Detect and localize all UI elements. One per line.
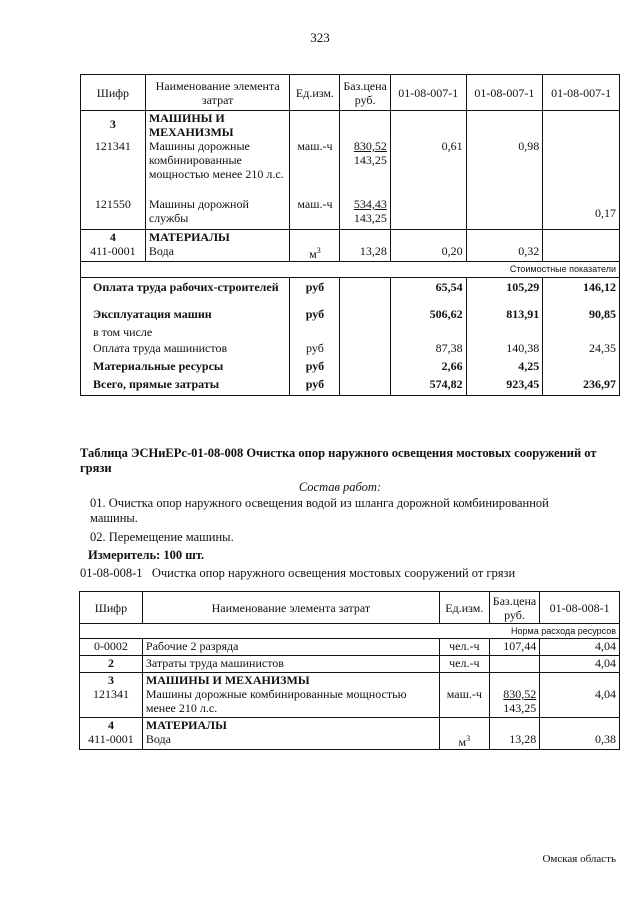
resource-table-2	[79, 591, 620, 750]
table-row: 3 МАШИНЫ И МЕХАНИЗМЫ	[81, 111, 620, 140]
col-header-code: Шифр	[80, 592, 143, 624]
table-row: 121550 Машины дорожной службы маш.-ч 534,43 143,25 0,17	[81, 197, 620, 229]
col-header-name: Наименование элемента затрат	[142, 592, 439, 624]
col-header-name: Наименование элемента затрат	[145, 75, 290, 111]
col-header-norm: 01-08-008-1	[540, 592, 620, 624]
section-title: Таблица ЭСНиЕРс-01-08-008 Очистка опор наружного освещения мостовых сооружений от грязи	[80, 446, 597, 475]
table-row: 4 МАТЕРИАЛЫ	[80, 717, 620, 732]
table-row: 411-0001 Вода $м^3$ 13,28 0,20 0,32	[81, 244, 620, 262]
col-header-code: Шифр	[81, 75, 146, 111]
table-row: 121341 Машины дорожные комбинированные мощностью менее 210 л.с. маш.-ч 830,52 143,25 4,04	[80, 687, 620, 717]
col-header-price: Баз.цена руб.	[340, 75, 390, 111]
col-header-price: Баз.цена руб.	[489, 592, 539, 624]
summary-row: в том числе	[81, 325, 620, 341]
summary-row: Оплата труда рабочих-строителей руб 65,54 105,29 146,12	[81, 277, 620, 307]
col-header-unit: Ед.изм.	[439, 592, 489, 624]
col-header-norm-2: 01-08-007-1	[466, 75, 543, 111]
table-row: 3 МАШИНЫ И МЕХАНИЗМЫ	[80, 673, 620, 688]
meter: Измеритель: 100 шт.	[88, 548, 205, 562]
page-number: 323	[310, 30, 330, 45]
footer-region: Омская область	[542, 853, 616, 865]
norm-caption: Норма расхода ресурсов	[80, 624, 620, 639]
table-row: 0-0002 Рабочие 2 разряда чел.-ч 107,44 4,04	[80, 639, 620, 656]
table-row: 411-0001 Вода $м^3$ 13,28 0,38	[80, 732, 620, 750]
table-row: 4 МАТЕРИАЛЫ	[81, 229, 620, 244]
summary-row: Всего, прямые затраты руб 574,82 923,45 236,97	[81, 377, 620, 395]
work-item-1: 01. Очистка опор наружного освещения водой из шланга дорожной комбинированной машины.	[90, 496, 549, 525]
resource-table-1	[80, 74, 620, 396]
table-row: 121341 Машины дорожные комбинированные мощностью менее 210 л.с. маш.-ч 830,52 143,25 0,61 0,98	[81, 139, 620, 197]
code-line: 01-08-008-1 Очистка опор наружного освещения мостовых сооружений от грязи	[80, 566, 516, 580]
summary-row: Оплата труда машинистов руб 87,38 140,38 24,35	[81, 341, 620, 359]
col-header-norm-1: 01-08-007-1	[390, 75, 466, 111]
col-header-unit: Ед.изм.	[290, 75, 340, 111]
col-header-norm-3: 01-08-007-1	[543, 75, 620, 111]
cost-caption: Стоимостные показатели	[81, 261, 620, 277]
table-row: 2 Затраты труда машинистов чел.-ч 4,04	[80, 656, 620, 673]
summary-row: Материальные ресурсы руб 2,66 4,25	[81, 359, 620, 377]
composition-title: Состав работ:	[298, 480, 382, 494]
summary-row: Эксплуатация машин руб 506,62 813,91 90,85	[81, 307, 620, 325]
work-item-2: 02. Перемещение машины.	[90, 530, 234, 544]
